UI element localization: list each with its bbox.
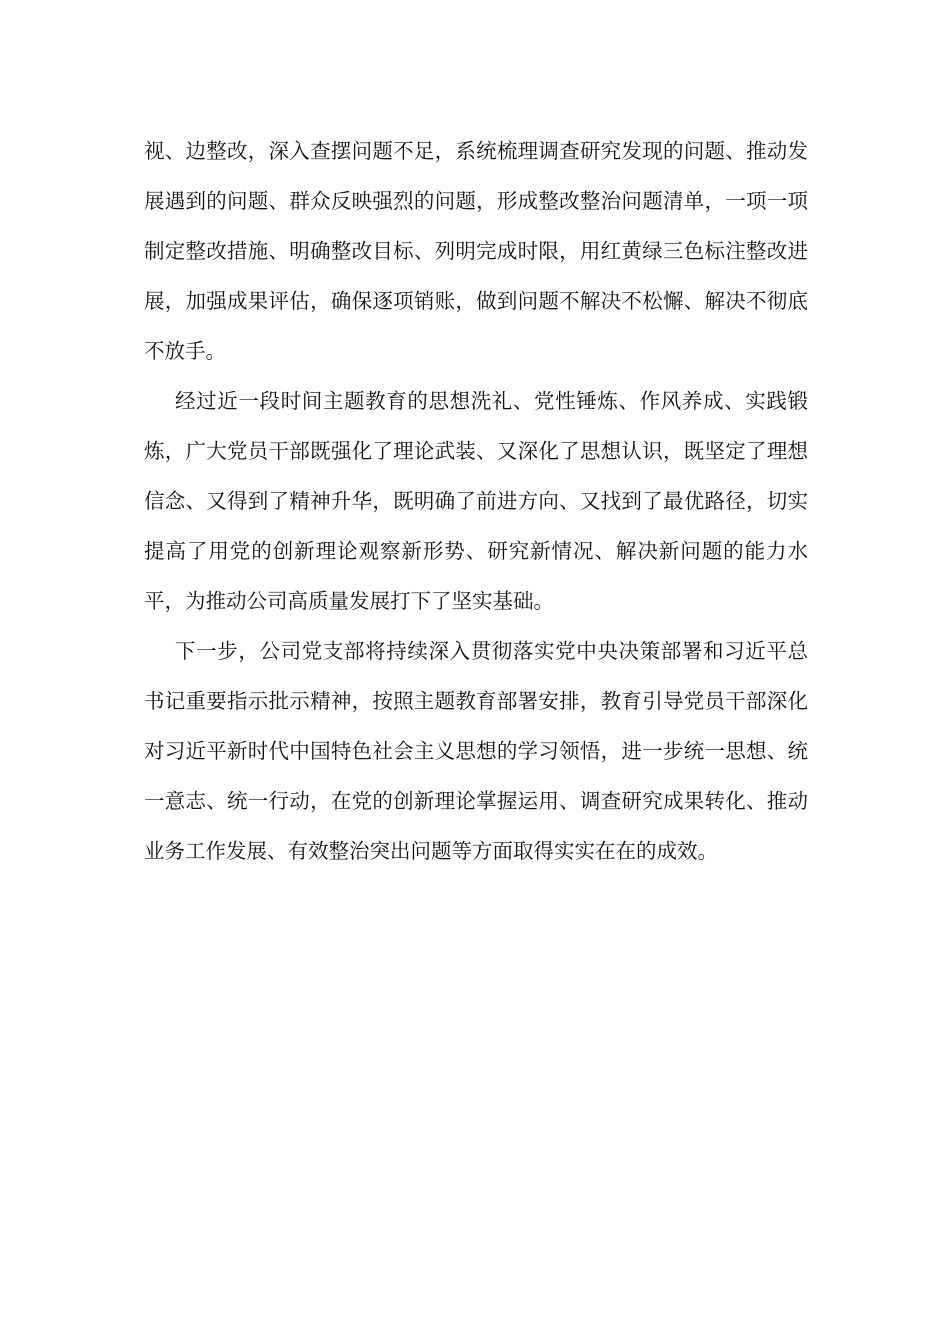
paragraph-theme-education-results: 经过近一段时间主题教育的思想洗礼、党性锤炼、作风养成、实践锻炼，广大党员干部既强化了理论武装、又深化了思想认识，既坚定了理想信念、又得到了精神升华，既明确了前进方向、又找到了最优路径，切实提高了用党的创新理论观察新形势、研究新情况、解决新问题的能力水平，为推动公司高质量发展打下了坚实基础。 xyxy=(144,389,808,613)
paragraph-next-steps: 下一步，公司党支部将持续深入贯彻落实党中央决策部署和习近平总书记重要指示批示精神，按照主题教育部署安排，教育引导党员干部深化对习近平新时代中国特色社会主义思想的学习领悟，进一步统一思想、统一意志、统一行动，在党的创新理论掌握运用、调查研究成果转化、推动业务工作发展、有效整治突出问题等方面取得实实在在的成效。 xyxy=(144,639,808,863)
document-body xyxy=(144,126,808,876)
paragraph-continuation: 视、边整改，深入查摆问题不足，系统梳理调查研究发现的问题、推动发展遇到的问题、群众反映强烈的问题，形成整改整治问题清单，一项一项制定整改措施、明确整改目标、列明完成时限，用红黄绿三色标注整改进展，加强成果评估，确保逐项销账，做到问题不解决不松懈、解决不彻底不放手。 xyxy=(144,139,808,363)
